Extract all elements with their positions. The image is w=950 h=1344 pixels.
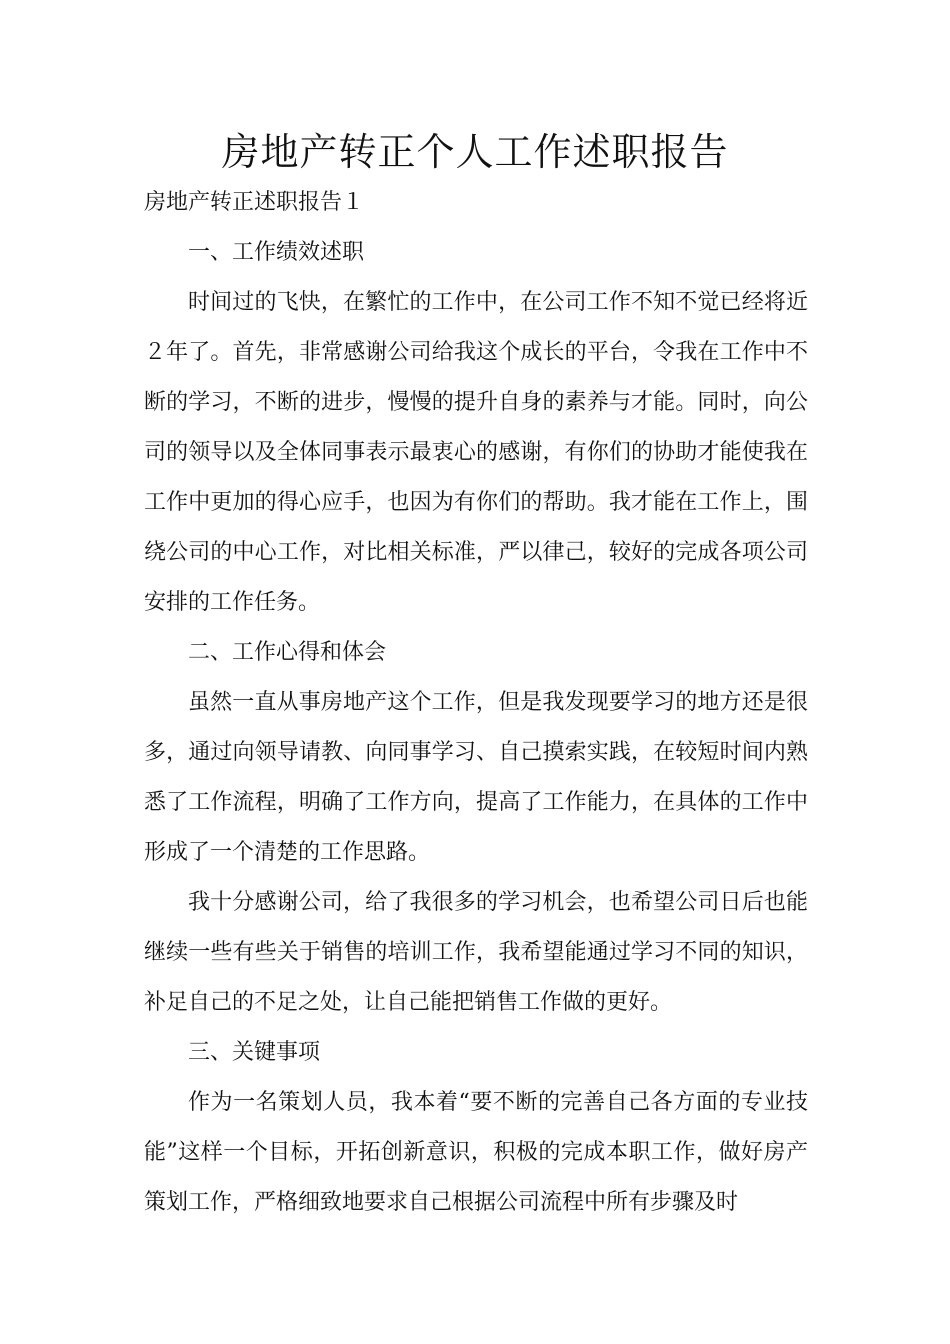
document-body	[144, 178, 808, 1228]
section-heading-performance: 一、工作绩效述职	[188, 240, 365, 265]
paragraph-experience-1: 虽然一直从事房地产这个工作，但是我发现要学习的地方还是很多，通过向领导请教、向同事学习、自己摸索实践，在较短时间内熟悉了工作流程，明确了工作方向，提高了工作能力，在具体的工作中形成了一个清楚的工作思路。	[144, 690, 808, 865]
document-subtitle: 房地产转正述职报告１	[144, 190, 365, 215]
paragraph-performance: 时间过的飞快，在繁忙的工作中，在公司工作不知不觉已经将近２年了。首先，非常感谢公司给我这个成长的平台，令我在工作中不断的学习，不断的进步，慢慢的提升自身的素养与才能。同时，向公司的领导以及全体同事表示最衷心的感谢，有你们的协助才能使我在工作中更加的得心应手，也因为有你们的帮助。我才能在工作上，围绕公司的中心工作，对比相关标准，严以律己，较好的完成各项公司安排的工作任务。	[144, 290, 808, 615]
document-title: 房地产转正个人工作述职报告	[221, 130, 729, 174]
paragraph-key-matters: 作为一名策划人员，我本着“要不断的完善自己各方面的专业技能”这样一个目标，开拓创新意识，积极的完成本职工作，做好房产策划工作，严格细致地要求自己根据公司流程中所有步骤及时	[144, 1090, 808, 1215]
section-heading-experience: 二、工作心得和体会	[188, 640, 387, 665]
paragraph-experience-2: 我十分感谢公司，给了我很多的学习机会，也希望公司日后也能继续一些有些关于销售的培训工作，我希望能通过学习不同的知识，补足自己的不足之处，让自己能把销售工作做的更好。	[144, 890, 808, 1015]
section-heading-key-matters: 三、关键事项	[188, 1040, 321, 1065]
